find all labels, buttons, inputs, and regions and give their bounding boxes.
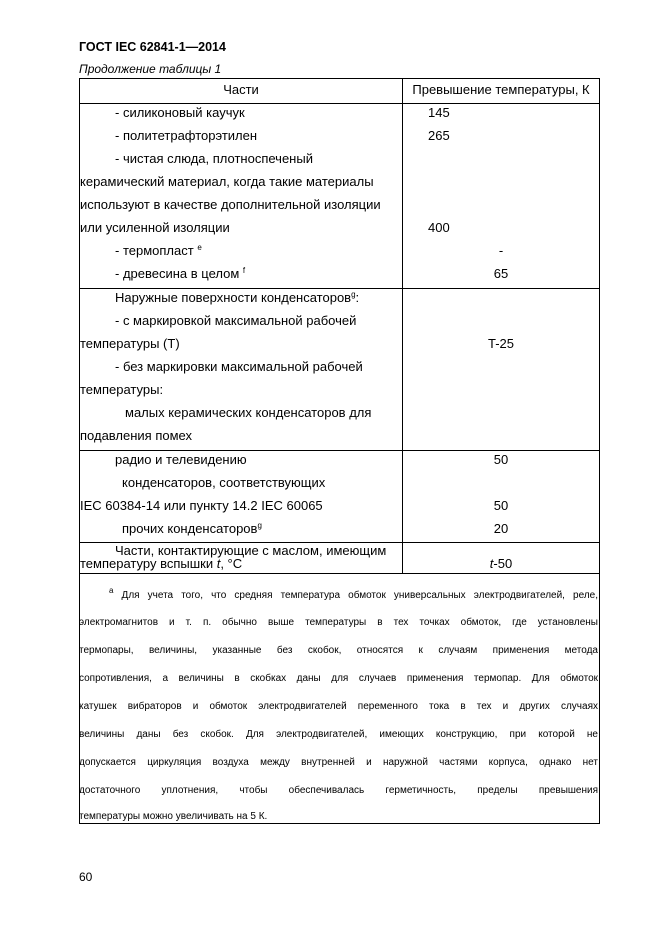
row-thermoplast: - термопласт $^е$ bbox=[115, 243, 202, 258]
row-ptfe: - политетрафторэтилен bbox=[115, 128, 258, 143]
row-other: прочих конденсаторов$^g$ bbox=[122, 521, 262, 536]
value-oil: t-50 bbox=[489, 556, 513, 571]
value-ptfe: 265 bbox=[428, 128, 450, 143]
footnote-line: катушек вибраторов и обмоток электродвигателей переменного тока в тех и других случаях bbox=[79, 701, 598, 712]
column-header-parts: Части bbox=[223, 82, 259, 97]
table-continuation-label: Продолжение таблицы 1 bbox=[79, 62, 222, 76]
footnote-mark: f bbox=[242, 266, 246, 275]
value-mica: 400 bbox=[428, 220, 450, 235]
section-rule bbox=[80, 573, 599, 574]
row-marked-line1: - с маркировкой максимальной рабочей bbox=[115, 313, 357, 328]
footnote-line: величины даны без скобок. Для электродвигателей, имеющих конструкцию, при которой не bbox=[79, 729, 598, 740]
row-conforming-line1: конденсаторов, соответствующих bbox=[122, 475, 326, 490]
value-marked: T-25 bbox=[487, 336, 515, 351]
footnote-mark: g bbox=[257, 521, 262, 530]
row-small-line2: подавления помех bbox=[80, 428, 192, 443]
footnote-line: достаточного уплотнения, чтобы обеспечивалась герметичность, пределы превышения bbox=[79, 785, 598, 796]
row-unmarked-line1: - без маркировки максимальной рабочей bbox=[115, 359, 363, 374]
footnote-line: допускается циркуляция воздуха между внутренней и наружной частями корпуса, однако нет bbox=[79, 757, 598, 768]
row-oil-line1: Части, контактирующие с маслом, имеющим bbox=[115, 543, 387, 558]
page-number: 60 bbox=[79, 870, 93, 884]
row-capacitors-title: Наружные поверхности конденсаторов$^g$: bbox=[115, 290, 360, 305]
column-header-temperature: Превышение температуры, К bbox=[412, 82, 590, 97]
row-mica-line1: - чистая слюда, плотноспеченый bbox=[115, 151, 313, 166]
row-wood: - древесина в целом $^f$ bbox=[115, 266, 246, 281]
row-radio: радио и телевидению bbox=[115, 452, 247, 467]
row-mica-line4: или усиленной изоляции bbox=[80, 220, 230, 235]
footnote-mark: е bbox=[197, 243, 202, 252]
value-silicone: 145 bbox=[428, 105, 450, 120]
footnote-line: термопары, величины, указанные без скобок, относятся к случаям применения метода bbox=[79, 645, 598, 656]
value-thermoplast: - bbox=[498, 243, 504, 258]
row-mica-line3: используют в качестве дополнительной изоляции bbox=[80, 197, 381, 212]
value-conforming: 50 bbox=[493, 498, 509, 513]
row-silicone: - силиконовый каучук bbox=[115, 105, 245, 120]
value-other: 20 bbox=[493, 521, 509, 536]
row-conforming-line2: IEC 60384-14 или пункту 14.2 IEC 60065 bbox=[80, 498, 323, 513]
row-oil-line2: температуру вспышки t, °С bbox=[80, 556, 243, 571]
value-radio: 50 bbox=[493, 452, 509, 467]
row-marked-line2: температуры (T) bbox=[80, 336, 180, 351]
header-rule bbox=[80, 103, 599, 104]
value-wood: 65 bbox=[493, 266, 509, 281]
row-unmarked-line2: температуры: bbox=[80, 382, 164, 397]
document-header: ГОСТ IEC 62841-1—2014 bbox=[79, 40, 226, 54]
column-divider bbox=[402, 79, 403, 573]
section-rule bbox=[80, 288, 599, 289]
footnote-mark: a bbox=[109, 586, 114, 595]
footnote-line: температуры можно увеличивать на 5 К. bbox=[79, 811, 268, 822]
footnote-line: сопротивления, а величины в скобках даны для случаев применения термопар. Для обмоток bbox=[79, 673, 598, 684]
footnote-line: $^a$ Для учета того, что средняя температура обмоток универсальных электродвигателей, реле, bbox=[109, 586, 599, 601]
footnote-mark: g bbox=[351, 290, 356, 299]
row-small-line1: малых керамических конденсаторов для bbox=[125, 405, 372, 420]
row-mica-line2: керамический материал, когда такие материалы bbox=[80, 174, 374, 189]
footnote-line: электромагнитов и т. п. обычно выше температуры в тех точках обмоток, где установлены bbox=[79, 617, 598, 628]
section-rule bbox=[80, 450, 599, 451]
